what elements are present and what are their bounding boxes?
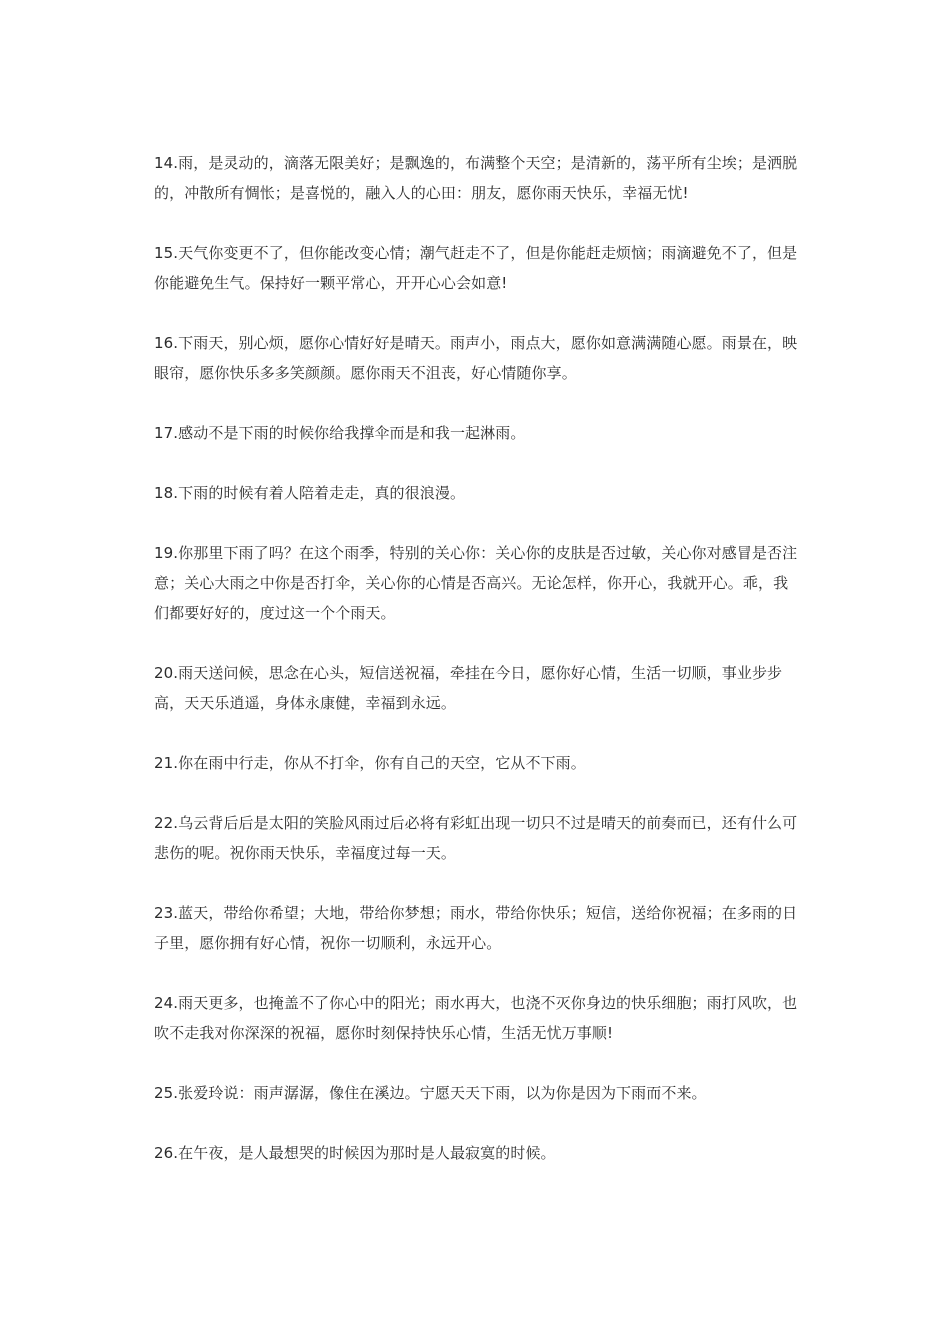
paragraph-25: 25.张爱玲说：雨声潺潺，像住在溪边。宁愿天天下雨，以为你是因为下雨而不来。 [154, 1084, 707, 1102]
paragraph-24: 24.雨天更多，也掩盖不了你心中的阳光；雨水再大，也浇不灭你身边的快乐细胞；雨打风吹，也吹不走我对你深深的祝福，愿你时刻保持快乐心情，生活无忧万事顺! [154, 994, 798, 1042]
paragraph-17: 17.感动不是下雨的时候你给我撑伞而是和我一起淋雨。 [154, 424, 526, 442]
paragraph-15: 15.天气你变更不了，但你能改变心情；潮气赶走不了，但是你能赶走烦恼；雨滴避免不了，但是你能避免生气。保持好一颗平常心，开开心心会如意! [154, 244, 798, 292]
paragraph-20: 20.雨天送问候，思念在心头，短信送祝福，牵挂在今日，愿你好心情，生活一切顺，事业步步高，天天乐逍遥，身体永康健，幸福到永远。 [154, 664, 783, 712]
paragraph-26: 26.在午夜，是人最想哭的时候因为那时是人最寂寞的时候。 [154, 1144, 556, 1162]
paragraph-23: 23.蓝天，带给你希望；大地，带给你梦想；雨水，带给你快乐；短信，送给你祝福；在多雨的日子里，愿你拥有好心情，祝你一切顺利，永远开心。 [154, 904, 798, 952]
paragraph-21: 21.你在雨中行走，你从不打伞，你有自己的天空，它从不下雨。 [154, 754, 586, 772]
paragraph-18: 18.下雨的时候有着人陪着走走，真的很浪漫。 [154, 484, 466, 502]
document-body [154, 148, 802, 1198]
paragraph-14: 14.雨，是灵动的，滴落无限美好；是飘逸的，布满整个天空；是清新的，荡平所有尘埃；是洒脱的，冲散所有惆怅；是喜悦的，融入人的心田：朋友，愿你雨天快乐，幸福无忧! [154, 154, 798, 202]
paragraph-16: 16.下雨天，别心烦，愿你心情好好是晴天。雨声小，雨点大，愿你如意满满随心愿。雨景在，映眼帘，愿你快乐多多笑颜颜。愿你雨天不沮丧，好心情随你享。 [154, 334, 798, 382]
paragraph-19: 19.你那里下雨了吗？在这个雨季，特别的关心你：关心你的皮肤是否过敏，关心你对感冒是否注意；关心大雨之中你是否打伞，关心你的心情是否高兴。无论怎样，你开心，我就开心。乖，我们都要好好的，度过这一个个雨天。 [154, 544, 798, 622]
paragraph-22: 22.乌云背后后是太阳的笑脸风雨过后必将有彩虹出现一切只不过是晴天的前奏而已，还有什么可悲伤的呢。祝你雨天快乐，幸福度过每一天。 [154, 814, 798, 862]
